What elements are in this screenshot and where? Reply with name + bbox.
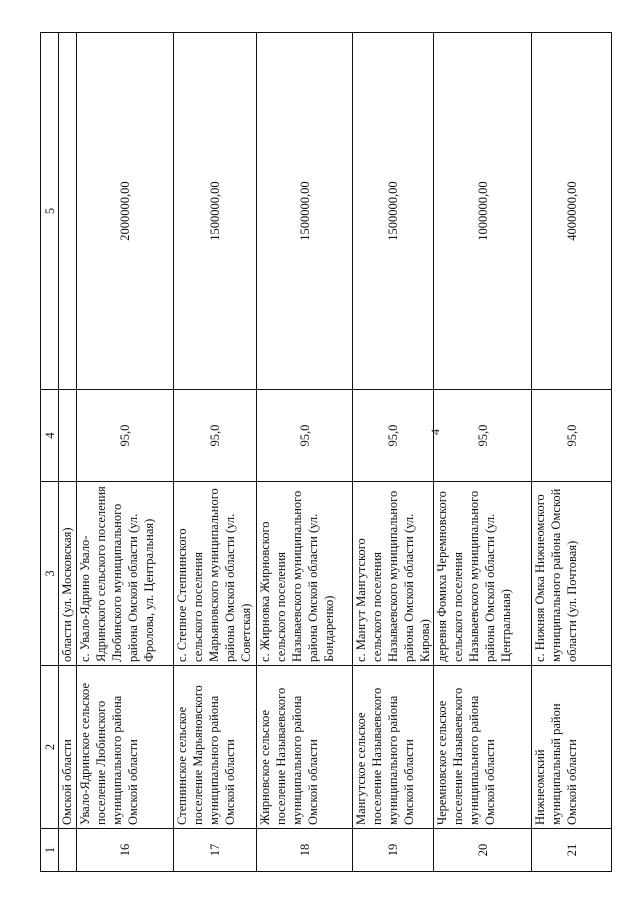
row-number-cell: 20 [434, 829, 532, 872]
empty-cell [59, 33, 77, 390]
row-number-cell: 16 [77, 829, 174, 872]
settlement-cell: Увало-Ядринское сельское поселение Любинского муниципального района Омской области [77, 666, 174, 829]
share-cell: 95,0 [174, 390, 257, 482]
amount-cell: 1500000,00 [257, 33, 353, 390]
share-cell: 95,0 [434, 390, 532, 482]
header-cell: 3 [41, 482, 59, 666]
amount-cell: 1500000,00 [353, 33, 434, 390]
amount-cell: 1000000,00 [434, 33, 532, 390]
location-cell: деревня Фомиха Черемновского сельского поселения Называевского муниципального района Омской области (ул. Центральная) [434, 482, 532, 666]
row-number-cell: 17 [174, 829, 257, 872]
amount-cell: 4000000,00 [532, 33, 612, 390]
location-cell: с. Увало-Ядрино Увало-Ядринского сельского поселения Любинского муниципального района Омской области (ул. Фролова, ул. Центральная) [77, 482, 174, 666]
header-cell: 5 [41, 33, 59, 390]
settlement-cell: Нижнеомский муниципальный район Омской области [532, 666, 612, 829]
page-number: 4 [428, 429, 442, 435]
settlement-cell: Мангутское сельское поселение Называевского муниципального района Омской области [353, 666, 434, 829]
amount-cell: 1500000,00 [174, 33, 257, 390]
row-number-cell: 19 [353, 829, 434, 872]
table-header-row [41, 33, 59, 872]
share-cell: 95,0 [77, 390, 174, 482]
share-cell: 95,0 [353, 390, 434, 482]
share-cell: 95,0 [532, 390, 612, 482]
location-cell: области (ул. Московская) [59, 482, 77, 666]
table-row [77, 33, 174, 872]
location-cell: с. Нижняя Омка Нижнеомского муниципального района Омской области (ул. Почтовая) [532, 482, 612, 666]
header-cell: 1 [41, 829, 59, 872]
empty-cell [59, 390, 77, 482]
funding-table [40, 32, 612, 872]
amount-cell: 2000000,00 [77, 33, 174, 390]
settlement-cell: Степнинское сельское поселение Марьяновского муниципального района Омской области [174, 666, 257, 829]
row-number-cell: 21 [532, 829, 612, 872]
row-number-cell: 18 [257, 829, 353, 872]
table-row [257, 33, 353, 872]
settlement-cell: Жирновское сельское поселение Называевского муниципального района Омской области [257, 666, 353, 829]
location-cell: с. Степное Степнинского сельского поселения Марьяновского муниципального района Омской области (ул. Советская) [174, 482, 257, 666]
share-cell: 95,0 [257, 390, 353, 482]
continuation-row [59, 33, 77, 872]
empty-cell [59, 829, 77, 872]
location-cell: с. Жирновка Жирновского сельского поселения Называевского муниципального района Омской области (ул. Бондаренко) [257, 482, 353, 666]
settlement-cell: Омской области [59, 666, 77, 829]
header-cell: 2 [41, 666, 59, 829]
header-cell: 4 [41, 390, 59, 482]
settlement-cell: Черемновское сельское поселение Называевского муниципального района Омской области [434, 666, 532, 829]
location-cell: с. Мангут Мангутского сельского поселения Называевского муниципального района Омской области (ул. Кирова) [353, 482, 434, 666]
table-row [353, 33, 434, 872]
table-row [174, 33, 257, 872]
table-row [434, 33, 532, 872]
table-row [532, 33, 612, 872]
